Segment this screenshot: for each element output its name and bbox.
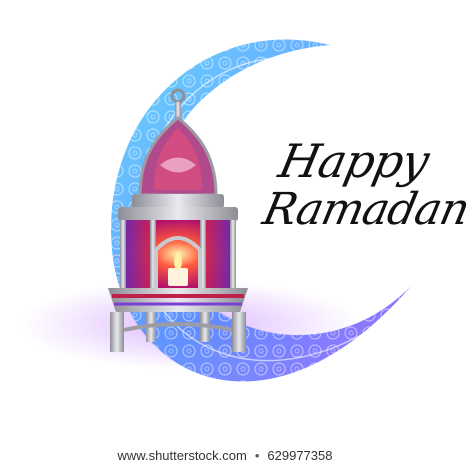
candle-flame	[174, 254, 182, 270]
greeting-line-happy: Happy	[274, 134, 434, 188]
footer-site: www.shutterstock.com	[117, 447, 247, 463]
happy-ramadan-text	[258, 130, 473, 270]
stock-footer	[0, 440, 450, 470]
footer-separator: •	[254, 447, 260, 463]
greeting-line-ramadan: Ramadan	[258, 184, 473, 235]
footer-image-number: 629977358	[267, 447, 333, 463]
candle	[168, 268, 188, 286]
